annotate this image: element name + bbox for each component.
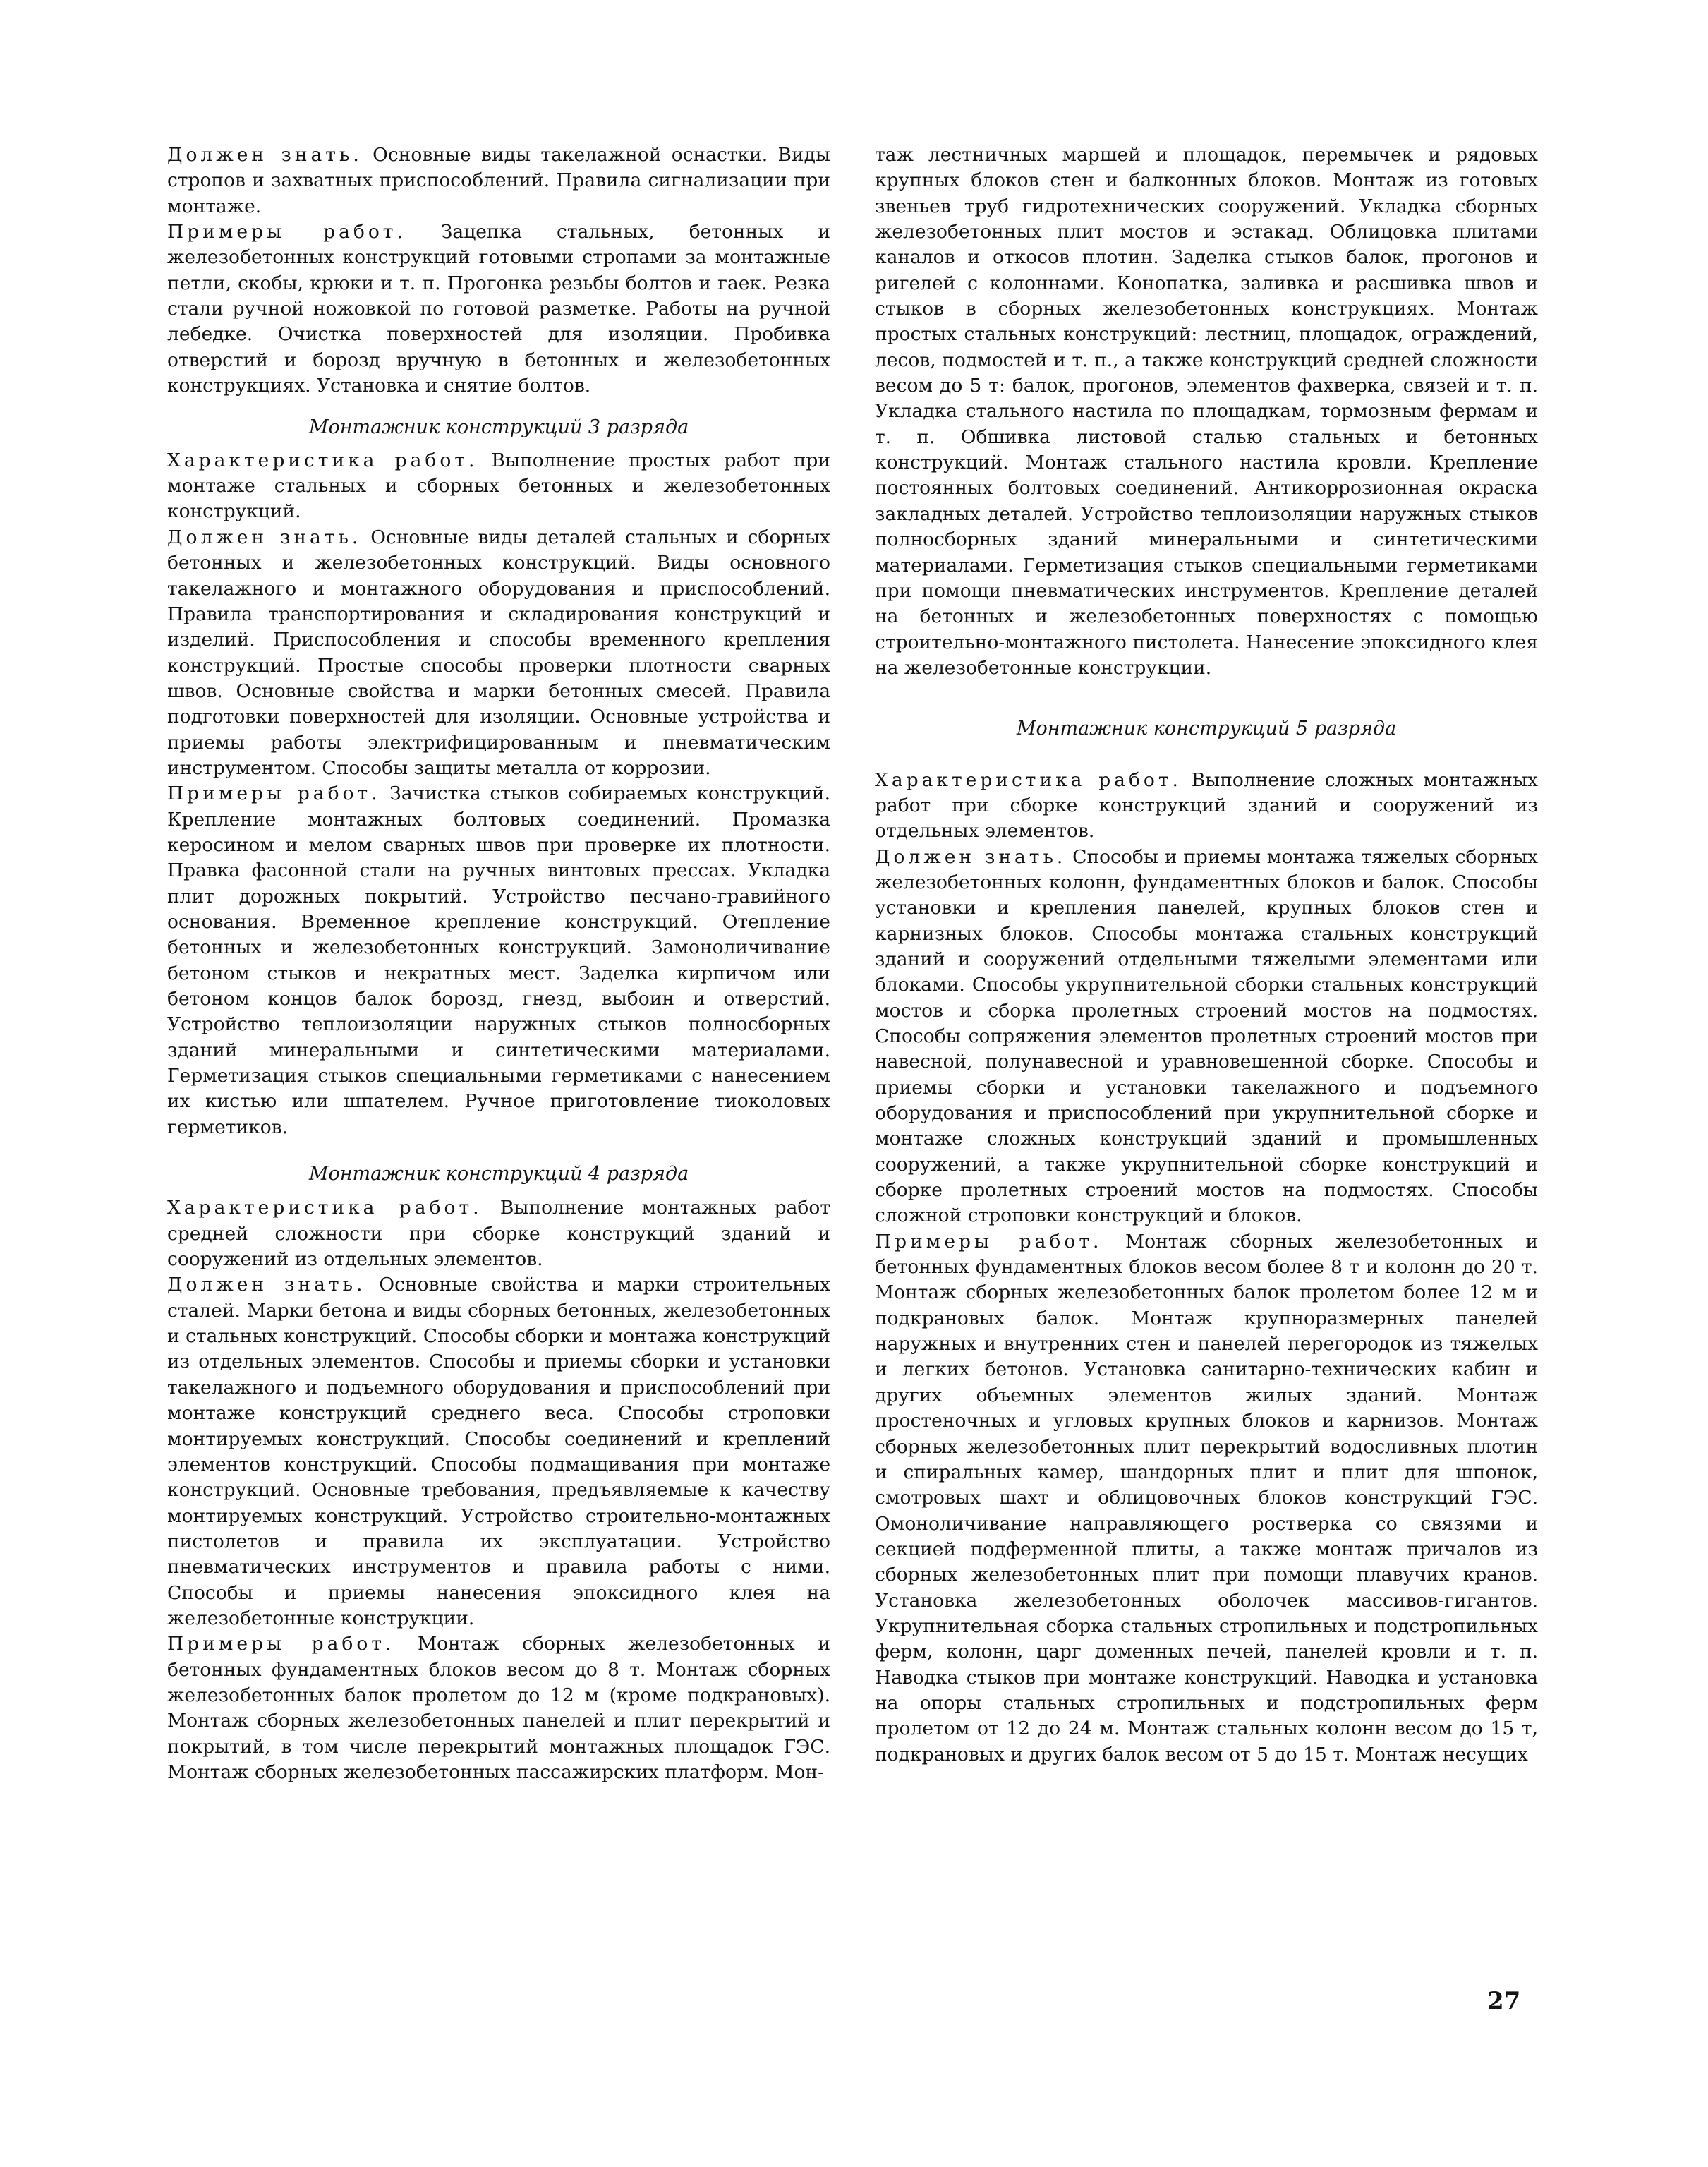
paragraph-lead: Характеристика работ.	[167, 449, 478, 471]
paragraph	[167, 448, 830, 525]
paragraph-text: Зацепка стальных, бетонных и железобетонных конструкций готовыми стропами за монтажные петли, скобы, крюки и т. п. Прогонка резьбы болтов и гаек. Резка стали ручной ножовкой по готовой разметке. Работы на ручной лебедке. Очистка поверхностей для изоляции. Пробивка отверстий и борозд вручную в бетонных и железобетонных конструкциях. Установка и снятие болтов.	[167, 221, 830, 397]
paragraph-lead: Должен знать.	[167, 526, 362, 548]
paragraph	[167, 781, 830, 1140]
paragraph-text: Основные виды деталей стальных и сборных бетонных и железобетонных конструкций. Виды основного такелажного и монтажного оборудования и приспособлений. Правила транспортирования и складирования конструкций и изделий. Приспособления и способы временного крепления конструкций. Простые способы проверки плотности сварных швов. Основные свойства и марки бетонных смесей. Правила подготовки поверхностей для изоляции. Основные устройства и приемы работы электрифицированным и пневматическим инструментом. Способы защиты металла от коррозии.	[167, 526, 830, 779]
paragraph	[167, 1195, 830, 1272]
paragraph-lead: Должен знать.	[167, 1274, 366, 1296]
paragraph-text: Монтаж сборных железобетонных и бетонных фундаментных блоков весом более 8 т и колонн до 20 т. Монтаж сборных железобетонных балок пролетом более 12 м и подкрановых балок. Монтаж крупноразмерных панелей наружных и внутренних стен и панелей перегородок из тяжелых и легких бетонов. Установка санитарно-технических кабин и других объемных элементов жилых зданий. Монтаж простеночных и угловых крупных блоков и карнизов. Монтаж сборных железобетонных плит перекрытий водосливных плотин и спиральных камер, шандорных плит и плит для шпонок, смотровых шахт и облицовочных блоков конструкций ГЭС. Омоноличивание направляющего ростверка со связями и секцией подферменной плиты, а также монтаж причалов из сборных железобетонных плит при помощи плавучих кранов. Установка железобетонных оболочек массивов-гигантов. Укрупнительная сборка стальных стропильных и подстропильных ферм, колонн, царг доменных печей, панелей кровли и т. п. Наводка стыков при монтаже конструкций. Наводка и установка на опоры стальных стропильных и подстропильных ферм пролетом от 12 до 24 м. Монтаж стальных колонн весом до 15 т, подкрановых и других балок весом от 5 до 15 т. Монтаж несущих	[875, 1230, 1538, 1765]
paragraph	[875, 143, 1538, 681]
paragraph-lead: Характеристика работ.	[875, 768, 1182, 791]
paragraph-text: Основные виды такелажной оснастки. Виды стропов и захватных приспособлений. Правила сигнализации при монтаже.	[167, 144, 831, 217]
paragraph-text: Способы и приемы монтажа тяжелых сборных железобетонных колонн, фундаментных блоков и балок. Способы установки и крепления панелей, крупных блоков стен и карнизных блоков. Способы монтажа стальных конструкций зданий и сооружений отдельными тяжелыми элементами или блоками. Способы укрупнительной сборки стальных конструкций мостов и сборка пролетных строений мостов на подмостях. Способы сопряжения элементов пролетных строений мостов при навесной, полунавесной и уравновешенной сборке. Способы и приемы сборки и установки такелажного и подъемного оборудования и приспособлений при укрупнительной сборке и монтаже сложных конструкций зданий и промышленных сооружений, а также укрупнительной сборке конструкций и сборке пролетных строений мостов на подмостях. Способы сложной строповки конструкций и блоков.	[875, 845, 1539, 1227]
paragraph-text: Выполнение простых работ при монтаже стальных и сборных бетонных и железобетонных конструкций.	[167, 449, 830, 523]
paragraph-text: Выполнение монтажных работ средней сложности при сборке конструкций зданий и сооружений из отдельных элементов.	[167, 1197, 830, 1271]
paragraph-lead: Должен знать.	[875, 845, 1067, 868]
section-heading: Монтажник конструкций 3 разряда	[308, 416, 689, 439]
paragraph-text: Монтаж сборных железобетонных и бетонных фундаментных блоков весом до 8 т. Монтаж сборных железобетонных балок пролетом до 12 м (кроме подкрановых). Монтаж сборных железобетонных панелей и плит перекрытий и покрытий, в том числе перекрытий монтажных площадок ГЭС. Монтаж сборных железобетонных пассажирских платформ. Мон-	[167, 1633, 830, 1783]
left-column	[167, 143, 830, 1785]
paragraph-lead: Примеры работ.	[875, 1230, 1103, 1252]
paragraph-lead: Должен знать.	[167, 144, 363, 166]
paragraph	[167, 525, 830, 781]
paragraph	[167, 1631, 830, 1785]
paragraph-lead: Примеры работ.	[167, 221, 406, 243]
paragraph	[167, 143, 830, 219]
paragraph	[875, 1229, 1538, 1768]
paragraph-text: Основные свойства и марки строительных сталей. Марки бетона и виды сборных бетонных, железобетонных и стальных конструкций. Способы сборки и монтажа конструкций из отдельных элементов. Способы и приемы сборки и установки такелажного и подъемного оборудования и приспособлений при монтаже конструкций среднего веса. Способы строповки монтируемых конструкций. Способы соединений и креплений элементов конструкций. Способы подмащивания при монтаже конструкций. Основные требования, предъявляемые к качеству монтируемых конструкций. Устройство строительно-монтажных пистолетов и правила их эксплуатации. Устройство пневматических инструментов и правила работы с ними. Способы и приемы нанесения эпоксидного клея на железобетонные конструкции.	[167, 1274, 830, 1629]
paragraph-text: Выполнение сложных монтажных работ при сборке конструкций зданий и сооружений из отдельных элементов.	[875, 768, 1538, 843]
paragraph-lead: Примеры работ.	[167, 783, 381, 805]
paragraph-text: таж лестничных маршей и площадок, перемычек и рядовых крупных блоков стен и балконных блоков. Монтаж из готовых звеньев труб гидротехнических сооружений. Укладка сборных железобетонных плит мостов и эстакад. Облицовка плитами каналов и откосов плотин. Заделка стыков балок, прогонов и ригелей с колоннами. Конопатка, заливка и расшивка швов и стыков в сборных железобетонных конструкциях. Монтаж простых стальных конструкций: лестниц, площадок, ограждений, лесов, подмостей и т. п., а также конструкций средней сложности весом до 5 т: балок, прогонов, элементов фахверка, связей и т. п. Укладка стального настила по площадкам, тормозным фермам и т. п. Обшивка листовой сталью стальных и бетонных конструкций. Монтаж стального настила кровли. Крепление постоянных болтовых соединений. Антикоррозионная окраска закладных деталей. Устройство теплоизоляции наружных стыков полносборных зданий минеральными и синтетическими материалами. Герметизация стыков специальными герметиками при помощи пневматических инструментов. Крепление деталей на бетонных и железобетонных поверхностях с помощью строительно-монтажного пистолета. Нанесение эпоксидного клея на железобетонные конструкции.	[875, 144, 1538, 679]
right-column	[875, 143, 1538, 1768]
paragraph	[875, 845, 1538, 1229]
paragraph-lead: Характеристика работ.	[167, 1197, 483, 1219]
paragraph	[875, 768, 1538, 845]
section-heading: Монтажник конструкций 5 разряда	[1016, 718, 1397, 740]
paragraph	[167, 1272, 830, 1631]
paragraph	[167, 219, 830, 399]
paragraph-text: Зачистка стыков собираемых конструкций. Крепление монтажных болтовых соединений. Промазка керосином и мелом сварных швов при проверке их плотности. Правка фасонной стали на ручных винтовых прессах. Укладка плит дорожных покрытий. Устройство песчано-гравийного основания. Временное крепление конструкций. Отепление бетонных и железобетонных конструкций. Замоноличивание бетоном стыков и некратных мест. Заделка кирпичом или бетоном концов балок борозд, гнезд, выбоин и отверстий. Устройство теплоизоляции наружных стыков полносборных зданий минеральными и синтетическими материалами. Герметизация стыков специальными герметиками с нанесением их кистью или шпателем. Ручное приготовление тиоколовых герметиков.	[167, 783, 830, 1138]
paragraph-lead: Примеры работ.	[167, 1633, 395, 1655]
section-heading: Монтажник конструкций 4 разряда	[308, 1163, 689, 1185]
page-number: 27	[1487, 1987, 1521, 2015]
